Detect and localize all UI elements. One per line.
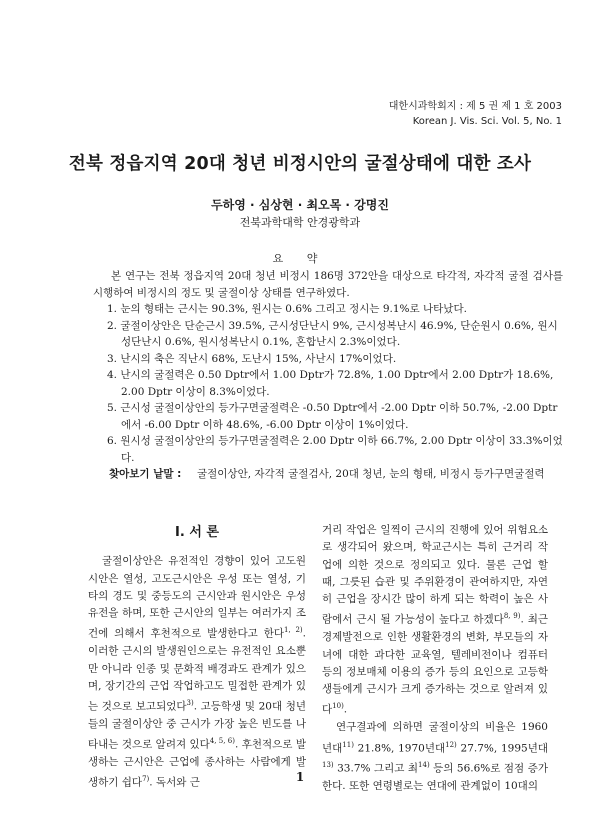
citation: 12) (445, 740, 457, 749)
keywords-block (109, 466, 559, 483)
citation: 11) (342, 740, 354, 749)
abstract-heading: 요 약 (272, 252, 328, 265)
body-column-right (322, 522, 548, 795)
page-number: 1 (295, 770, 305, 784)
journal-name-english: Korean J. Vis. Sci. Vol. 5, No. 1 (412, 116, 562, 127)
citation: 3) (186, 699, 194, 708)
journal-header (389, 99, 562, 129)
citation: 13) (322, 761, 334, 770)
section-title: Ⅰ. 서 론 (175, 525, 219, 540)
keywords-label: 찾아보기 낱말 : (109, 468, 182, 480)
abstract-finding: 1. 눈의 형태는 근시는 90.3%, 원시는 0.6% 그리고 정시는 9.1%로 나타났다. (107, 303, 467, 315)
body-paragraph: 거리 작업은 일찍이 근시의 진행에 있어 위험요소로 생각되어 왔으며, 학교근시는 특히 근거리 작업에 의한 것으로 정의되고 있다. 물론 근업 할 때, 그릇된 습관 및 주위환경이 관여하지만, 자연히 근업을 장시간 많이 하게 되는 학력이 높은 사람에서 근시 될 가능성이 높다고 하겠다$^{8, 9)}$. 최근 경제발전으로 인한 생활환경의 변화, 부모들의 자녀에 대한 과다한 교육열, 텔레비전이나 컴퓨터 등의 정보매체 이용의 증가 등의 요인으로 고등학생들에게 근시가 크게 증가하는 것으로 알려져 있다$^{10)}$. (322, 524, 548, 716)
keywords-text: 굴절이상안, 자각적 굴절검사, 20대 청년, 눈의 형태, 비정시 등가구면굴절력 (197, 468, 545, 480)
journal-name-korean: 대한시과학회지 : 제 5 권 제 1 호 2003 (388, 101, 562, 112)
body-paragraph: 굴절이상안은 유전적인 경향이 있어 고도원시안은 열성, 고도근시안은 우성 또는 열성, 기타의 경도 및 중등도의 근시안과 원시안은 우성유전을 하며, 또한 근시안의 일부는 여러가지 조건에 의해서 후천적으로 발생한다고 한다$^{1, 2)}$. 이러한 근시의 발생원인으로는 유전적인 요소뿐만 아니라 인종 및 문화적 배경과도 관계가 있으며, 장기간의 근업 작업하고도 밀접한 관계가 있는 것으로 보고되었다$^{3)}$. 고등학생 및 20대 청년들의 굴절이상안 중 근시가 가장 높은 빈도를 나타내는 것으로 알려져 있다$^{4, 5, 6)}$. 후천적으로 발생하는 근시안은 근업에 종사하는 사람에게 발생하기 쉽다$^{7)}$. 독서와 근 (88, 555, 307, 789)
abstract-body (93, 268, 563, 466)
abstract-finding: 2. 굴절이상안은 단순근시 39.5%, 근시성단난시 9%, 근시성복난시 46.9%, 단순원시 0.6%, 원시성단난시 0.6%, 원시성복난시 0.1%, 혼합난시 2.3%이었다. (107, 319, 558, 348)
citation: 10) (332, 702, 344, 711)
citation: 4, 5, 6) (209, 737, 235, 746)
citation: 1, 2) (284, 626, 303, 635)
abstract-finding: 5. 근시성 굴절이상안의 등가구면굴절력은 -0.50 Dptr에서 -2.00 Dptr 이하 50.7%, -2.00 Dptr에서 -6.00 Dptr 이하 48.6%, -6.00 Dptr 이상이 1%이었다. (107, 402, 558, 431)
body-paragraph: 연구결과에 의하면 굴절이상의 비율은 1960년대$^{11)}$ 21.8%, 1970년대$^{12)}$ 27.7%, 1995년대$^{13)}$ 33.7% 그리고 최$^{14)}$ 등의 56.6%로 점점 증가한다. 또한 연령별로는 연대에 관계없이 10대의 (322, 721, 548, 793)
citation: 14) (418, 761, 430, 770)
citation: 8, 9) (503, 612, 521, 621)
abstract-intro: 본 연구는 전북 정읍지역 20대 청년 비정시 186명 372안을 대상으로 타각적, 자각적 굴절 검사를 시행하여 비정시의 정도 및 굴절이상 상태를 연구하였다. (93, 270, 563, 299)
affiliation: 전북과학대학 안경광학과 (239, 216, 361, 229)
abstract-finding: 4. 난시의 굴절력은 0.50 Dptr에서 1.00 Dptr가 72.8%, 1.00 Dptr에서 2.00 Dptr가 18.6%, 2.00 Dptr 이상이 8.3%이었다. (107, 369, 554, 398)
citation: 7) (142, 775, 150, 784)
abstract-finding: 6. 원시성 굴절이상안의 등가구면굴절력은 2.00 Dptr 이하 66.7%, 2.00 Dptr 이상이 33.3%이었다. (107, 435, 563, 464)
author-list: 두하영 · 심상현 · 최오목 · 강명진 (211, 198, 389, 212)
paper-title: 전북 정읍지역 20대 청년 비정시안의 굴절상태에 대한 조사 (68, 154, 532, 174)
abstract-findings-list (93, 301, 563, 466)
abstract-finding: 3. 난시의 축은 직난시 68%, 도난시 15%, 사난시 17%이었다. (107, 352, 397, 365)
body-column-left (88, 522, 306, 792)
